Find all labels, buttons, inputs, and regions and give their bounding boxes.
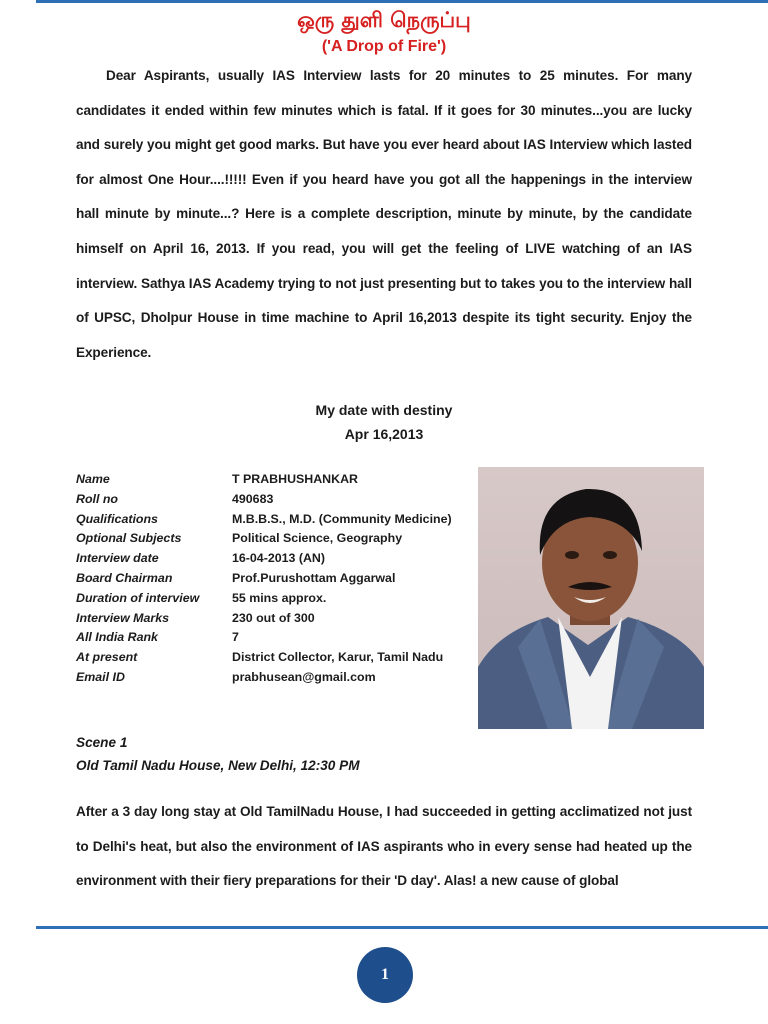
english-title: ('A Drop of Fire') xyxy=(321,38,447,55)
profile-row-roll-no xyxy=(76,490,476,510)
profile-row-duration xyxy=(76,589,476,609)
profile-value: Political Science, Geography xyxy=(232,531,403,546)
section-heading: My date with destiny xyxy=(315,402,453,418)
profile-table xyxy=(76,470,476,688)
profile-row-interview-marks xyxy=(76,609,476,629)
profile-value: District Collector, Karur, Tamil Nadu xyxy=(232,650,444,665)
profile-label: Qualifications xyxy=(76,511,158,526)
profile-value: 230 out of 300 xyxy=(232,610,315,625)
profile-row-optional-subjects xyxy=(76,529,476,549)
profile-value: 16-04-2013 (AN) xyxy=(232,551,325,566)
profile-label: Optional Subjects xyxy=(76,531,182,546)
top-rule xyxy=(36,0,768,3)
profile-label: Duration of interview xyxy=(76,590,200,605)
profile-label: All India Rank xyxy=(76,630,158,645)
profile-value: T PRABHUSHANKAR xyxy=(232,472,358,486)
profile-label: At present xyxy=(76,650,138,665)
intro-paragraph: Dear Aspirants, usually IAS Interview lasts for 20 minutes to 25 minutes. For many candidates it ended within few minutes which is fatal. If it goes for 30 minutes...you are lucky and surely you might get good marks. But have you ever heard about IAS Interview which lasted for almost One Hour....!!!!! Even if you heard have you got all the happenings in the interview hall minute by minute...? Here is a complete description, minute by minute, by the candidate himself on April 16, 2013. If you read, you will get the feeling of LIVE watching of an IAS interview. Sathya IAS Academy trying to not just presenting but to takes you to the interview hall of UPSC, Dholpur House in time machine to April 16,2013 despite its tight security. Enjoy the Experience. xyxy=(76,68,692,360)
story-paragraph: After a 3 day long stay at Old TamilNadu House, I had succeeded in getting acclimatized not just to Delhi's heat, but also the environment of IAS aspirants who in every sense had heated up the environment with their fiery preparations for their 'D day'. Alas! a new cause of global xyxy=(76,804,692,889)
scene-location: Old Tamil Nadu House, New Delhi, 12:30 PM xyxy=(76,758,360,773)
profile-value: prabhusean@gmail.com xyxy=(232,669,376,684)
profile-label: Interview date xyxy=(76,551,159,566)
section-date: Apr 16,2013 xyxy=(344,426,424,442)
profile-row-board-chairman xyxy=(76,569,476,589)
profile-label: Board Chairman xyxy=(76,570,173,585)
profile-value: 7 xyxy=(232,630,239,645)
candidate-photo xyxy=(478,467,704,729)
profile-value: 55 mins approx. xyxy=(232,590,327,605)
profile-value: 490683 xyxy=(232,491,274,506)
profile-row-interview-date xyxy=(76,549,476,569)
profile-label: Roll no xyxy=(76,491,118,506)
page-number-badge xyxy=(357,947,413,1003)
scene-title: Scene 1 xyxy=(76,735,128,750)
profile-row-email xyxy=(76,668,476,688)
profile-label: Interview Marks xyxy=(76,610,169,625)
bottom-rule xyxy=(36,926,768,929)
profile-row-qualifications xyxy=(76,510,476,530)
profile-row-name xyxy=(76,470,476,490)
profile-label: Name xyxy=(76,472,110,486)
profile-row-at-present xyxy=(76,648,476,668)
portrait-illustration xyxy=(478,467,704,729)
page-number: 1 xyxy=(381,966,389,983)
profile-value: M.B.B.S., M.D. (Community Medicine) xyxy=(232,511,452,526)
profile-label: Email ID xyxy=(76,669,125,684)
tamil-title: ஒரு துளி நெருப்பு xyxy=(297,8,471,32)
profile-value: Prof.Purushottam Aggarwal xyxy=(232,570,396,585)
profile-row-all-india-rank xyxy=(76,628,476,648)
